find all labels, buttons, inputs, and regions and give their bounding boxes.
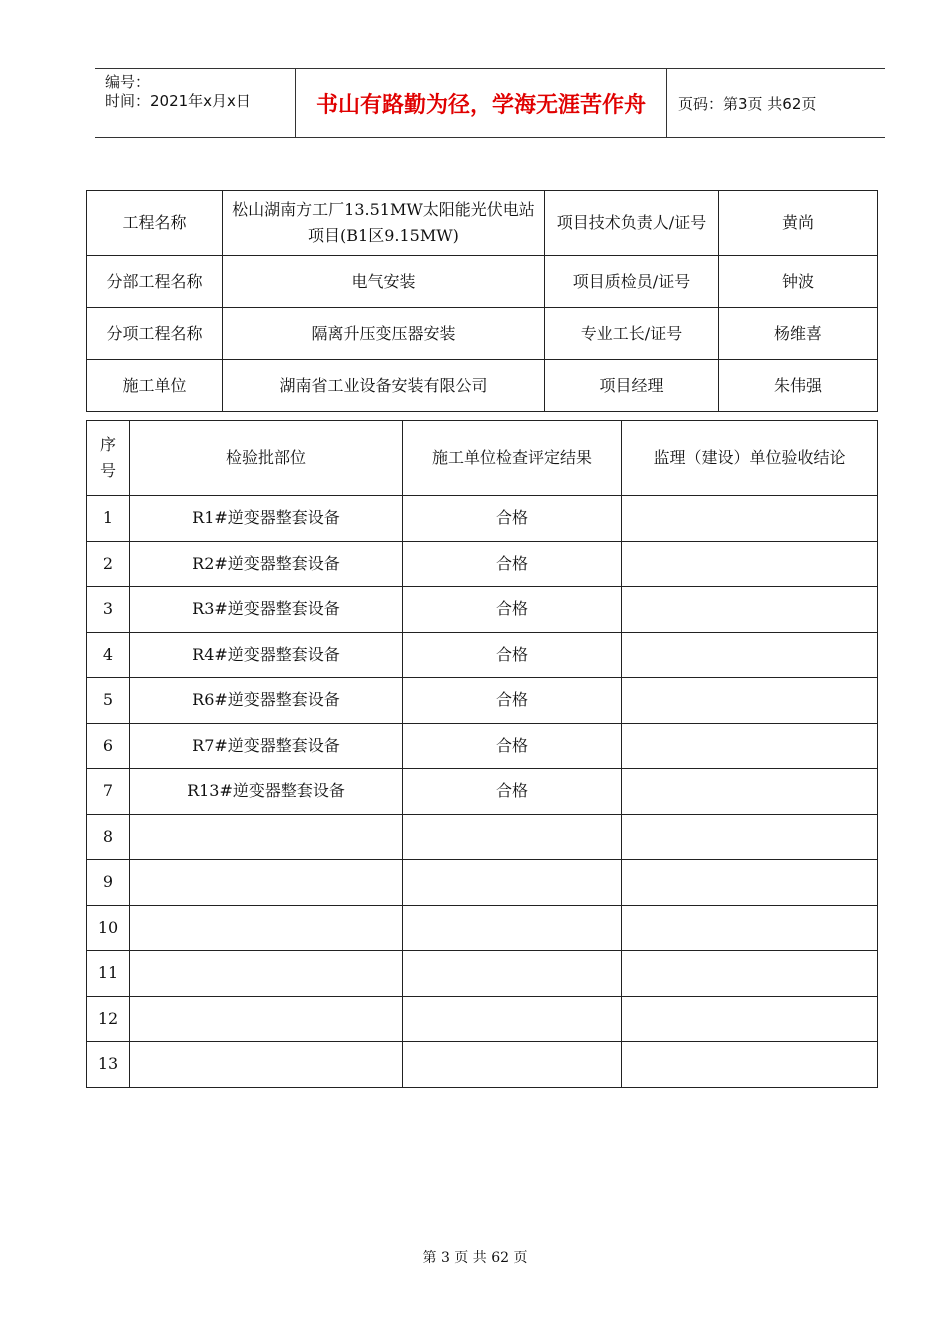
project-name-label: 工程名称	[87, 191, 223, 256]
table-row	[87, 587, 878, 633]
info-row-division	[87, 256, 878, 308]
quality-label: 项目质检员/证号	[545, 256, 719, 308]
subitem-value: 隔离升压变压器安装	[223, 308, 545, 360]
row-seq: 12	[87, 996, 130, 1042]
row-location	[130, 905, 403, 951]
table-row	[87, 723, 878, 769]
row-seq: 7	[87, 769, 130, 815]
foreman-value: 杨维喜	[719, 308, 878, 360]
project-info-table	[86, 190, 878, 412]
row-location: R2#逆变器整套设备	[130, 541, 403, 587]
row-location: R3#逆变器整套设备	[130, 587, 403, 633]
row-conclusion	[622, 905, 878, 951]
row-conclusion	[622, 587, 878, 633]
row-conclusion	[622, 1042, 878, 1088]
row-result: 合格	[403, 632, 622, 678]
tech-lead-value: 黄尚	[719, 191, 878, 256]
table-row	[87, 541, 878, 587]
row-result	[403, 996, 622, 1042]
row-location	[130, 814, 403, 860]
document-header	[95, 68, 885, 138]
subitem-label: 分项工程名称	[87, 308, 223, 360]
division-label: 分部工程名称	[87, 256, 223, 308]
seq-header-line2: 号	[99, 461, 116, 480]
row-location	[130, 1042, 403, 1088]
contractor-value: 湖南省工业设备安装有限公司	[223, 360, 545, 412]
manager-label: 项目经理	[545, 360, 719, 412]
row-seq: 2	[87, 541, 130, 587]
row-conclusion	[622, 678, 878, 724]
table-row	[87, 678, 878, 724]
row-location: R6#逆变器整套设备	[130, 678, 403, 724]
row-result: 合格	[403, 723, 622, 769]
info-row-project	[87, 191, 878, 256]
row-conclusion	[622, 996, 878, 1042]
header-meta	[95, 69, 295, 137]
table-row	[87, 496, 878, 542]
location-header: 检验批部位	[130, 421, 403, 496]
row-conclusion	[622, 951, 878, 997]
row-location	[130, 951, 403, 997]
row-conclusion	[622, 632, 878, 678]
table-row	[87, 951, 878, 997]
foreman-label: 专业工长/证号	[545, 308, 719, 360]
row-result: 合格	[403, 769, 622, 815]
inspection-table-header	[87, 421, 878, 496]
row-seq: 10	[87, 905, 130, 951]
row-conclusion	[622, 496, 878, 542]
table-row	[87, 860, 878, 906]
header-page-label: 页码：第3页 共62页	[678, 94, 817, 113]
project-name-value	[223, 191, 545, 256]
row-seq: 9	[87, 860, 130, 906]
inspection-table	[86, 420, 878, 1088]
row-location	[130, 860, 403, 906]
row-seq: 6	[87, 723, 130, 769]
time-label: 时间：2021年x月x日	[105, 92, 251, 110]
row-seq: 8	[87, 814, 130, 860]
row-result: 合格	[403, 541, 622, 587]
row-location: R7#逆变器整套设备	[130, 723, 403, 769]
info-row-subitem	[87, 308, 878, 360]
table-row	[87, 769, 878, 815]
row-seq: 3	[87, 587, 130, 633]
row-seq: 1	[87, 496, 130, 542]
row-result	[403, 951, 622, 997]
info-row-contractor	[87, 360, 878, 412]
row-result	[403, 905, 622, 951]
row-conclusion	[622, 541, 878, 587]
table-row	[87, 1042, 878, 1088]
row-result: 合格	[403, 587, 622, 633]
row-conclusion	[622, 814, 878, 860]
table-row	[87, 814, 878, 860]
row-result: 合格	[403, 678, 622, 724]
contractor-label: 施工单位	[87, 360, 223, 412]
row-location: R1#逆变器整套设备	[130, 496, 403, 542]
row-conclusion	[622, 723, 878, 769]
row-seq: 13	[87, 1042, 130, 1088]
row-conclusion	[622, 769, 878, 815]
division-value: 电气安装	[223, 256, 545, 308]
project-name-line1: 松山湖南方工厂13.51MW太阳能光伏电站	[232, 200, 535, 219]
manager-value: 朱伟强	[719, 360, 878, 412]
row-result	[403, 814, 622, 860]
row-conclusion	[622, 860, 878, 906]
row-result	[403, 860, 622, 906]
row-location: R4#逆变器整套设备	[130, 632, 403, 678]
header-motto: 书山有路勤为径，学海无涯苦作舟	[295, 69, 667, 137]
table-row	[87, 632, 878, 678]
row-location: R13#逆变器整套设备	[130, 769, 403, 815]
seq-header	[87, 421, 130, 496]
quality-value: 钟波	[719, 256, 878, 308]
seq-header-line1: 序	[99, 435, 116, 454]
row-seq: 5	[87, 678, 130, 724]
row-seq: 4	[87, 632, 130, 678]
page-footer: 第 3 页 共 62 页	[422, 1250, 528, 1266]
project-name-line2: 项目(B1区9.15MW)	[308, 226, 459, 245]
row-result: 合格	[403, 496, 622, 542]
row-seq: 11	[87, 951, 130, 997]
row-result	[403, 1042, 622, 1088]
result-header: 施工单位检查评定结果	[403, 421, 622, 496]
number-label: 编号：	[105, 73, 151, 91]
tech-lead-label: 项目技术负责人/证号	[545, 191, 719, 256]
conclusion-header: 监理（建设）单位验收结论	[622, 421, 878, 496]
table-row	[87, 996, 878, 1042]
row-location	[130, 996, 403, 1042]
table-row	[87, 905, 878, 951]
